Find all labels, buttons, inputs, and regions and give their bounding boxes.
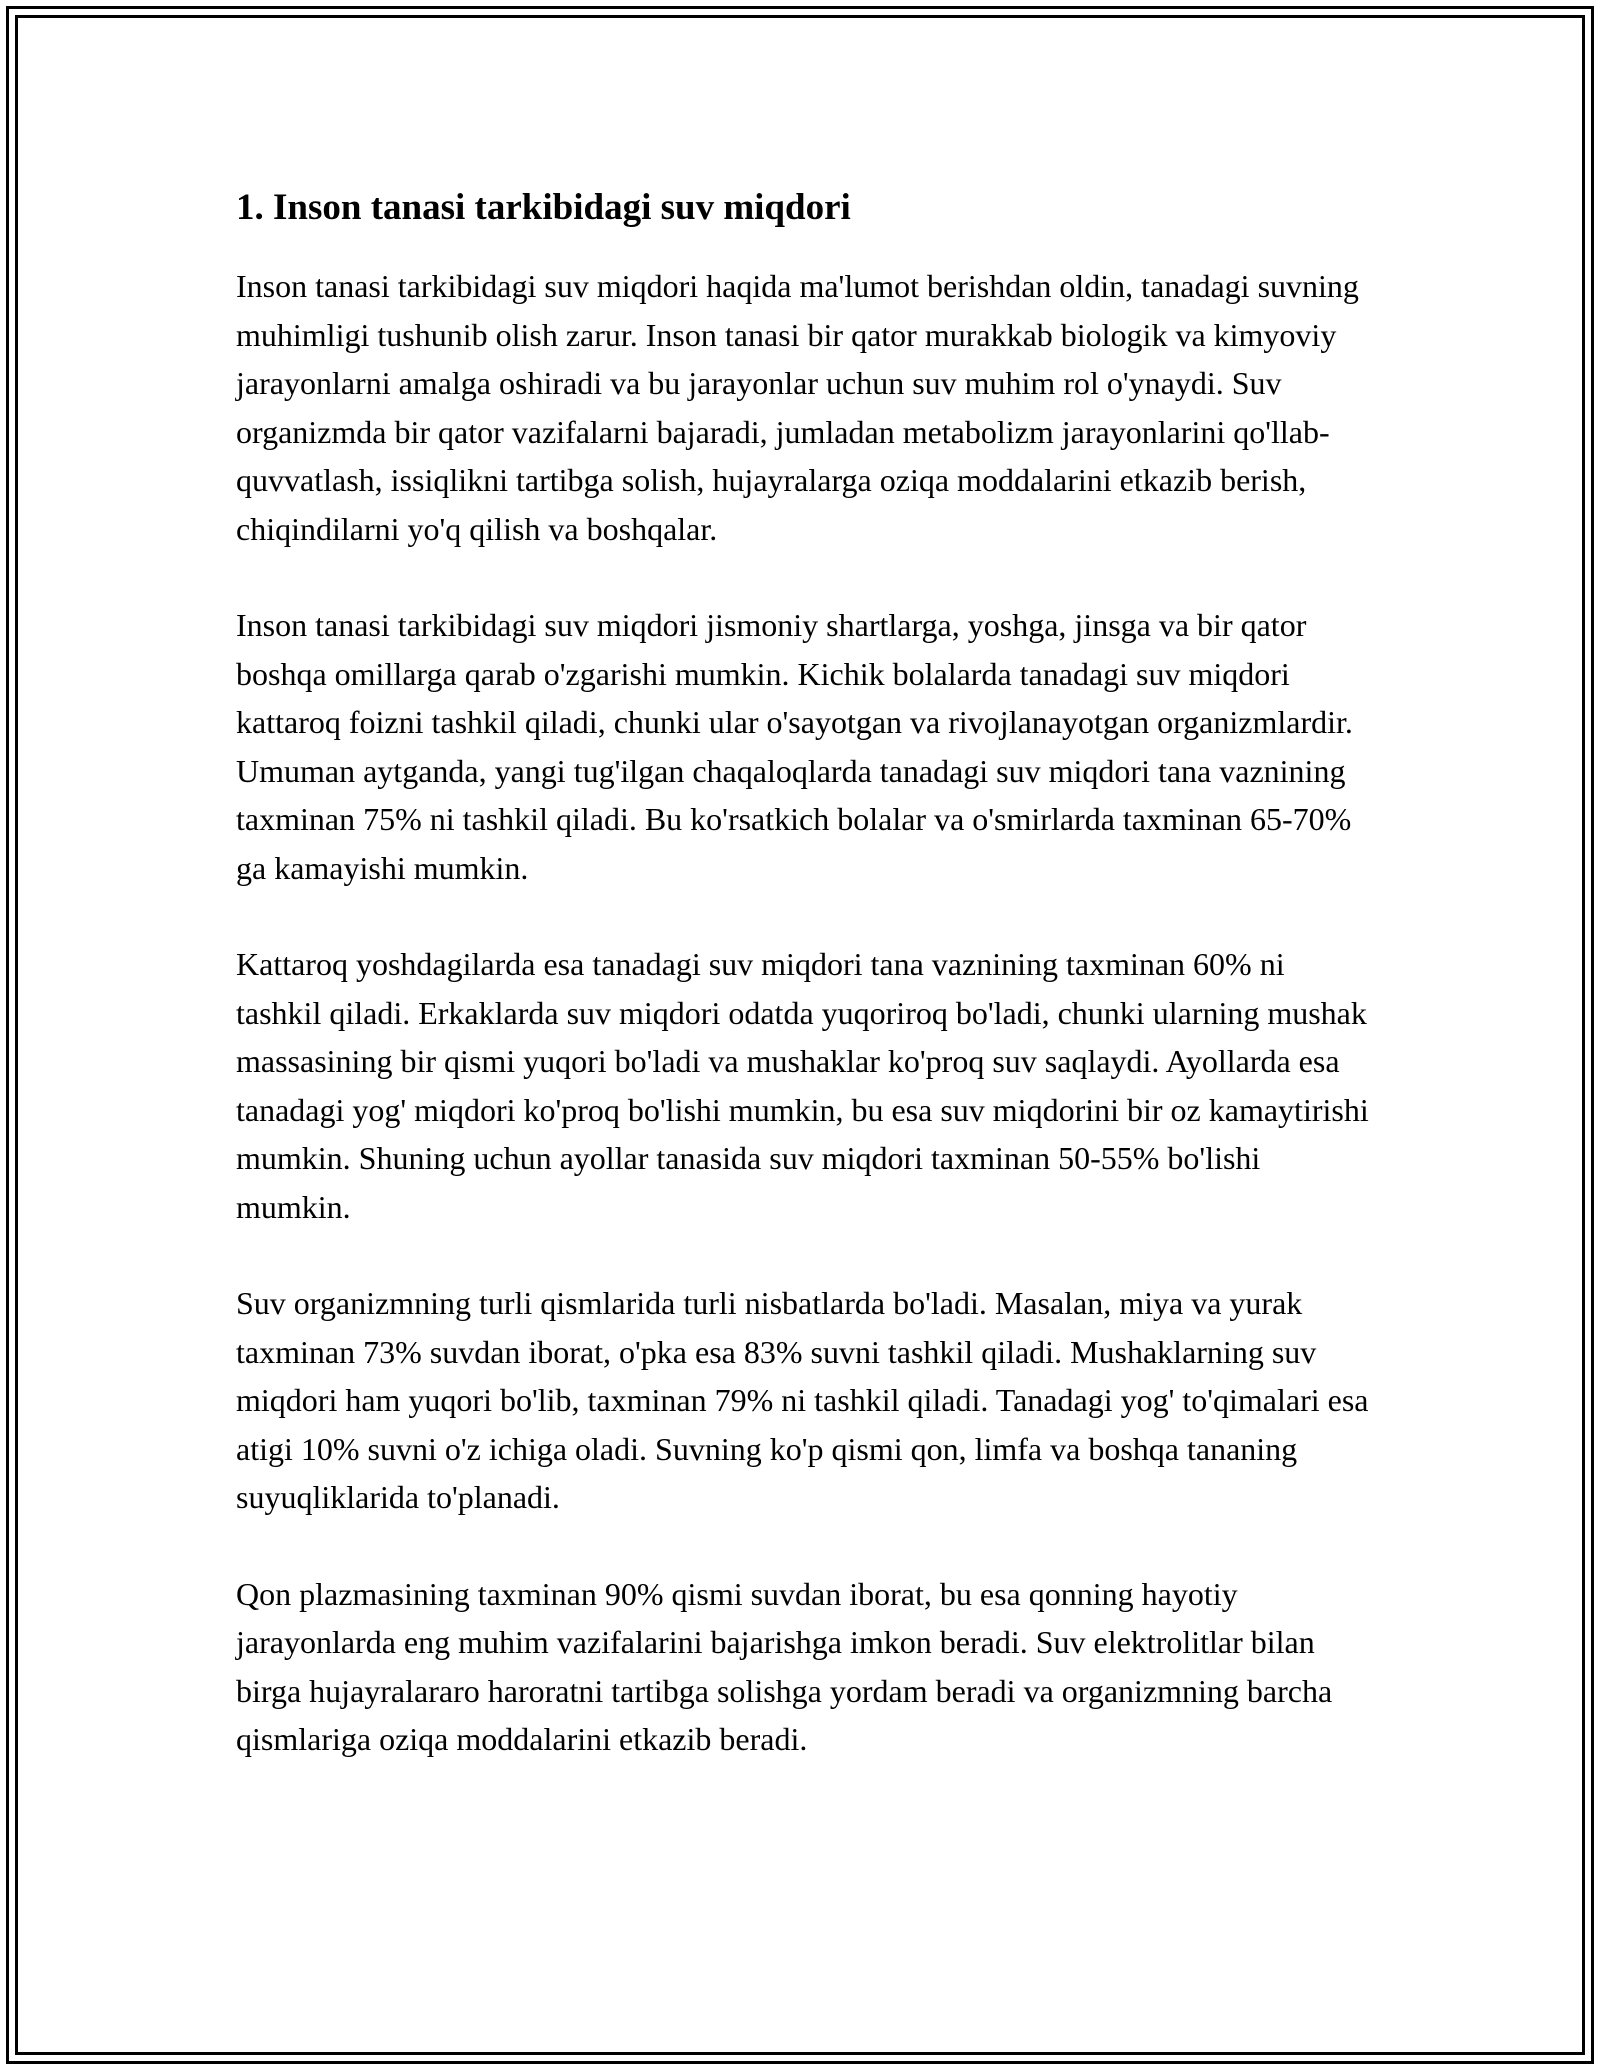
paragraph-3: Kattaroq yoshdagilarda esa tanadagi suv miqdori tana vaznining taxminan 60% ni tashkil qiladi. Erkaklarda suv miqdori odatda yuqoriroq bo'ladi, chunki ularning mushak massasining bir qismi yuqori bo'ladi va mushaklar ko'proq suv saqlaydi. Ayollarda esa tanadagi yog' miqdori ko'proq bo'lishi mumkin, bu esa suv miqdorini bir oz kamaytirishi mumkin. Shuning uchun ayollar tanasida suv miqdori taxminan 50-55% bo'lishi mumkin. bbox=[236, 946, 1369, 1225]
paragraph-1: Inson tanasi tarkibidagi suv miqdori haqida ma'lumot berishdan oldin, tanadagi suvning muhimligi tushunib olish zarur. Inson tanasi bir qator murakkab biologik va kimyoviy jarayonlarni amalga oshiradi va bu jarayonlar uchun suv muhim rol o'ynaydi. Suv organizmda bir qator vazifalarni bajaradi, jumladan metabolizm jarayonlarini qo'llab-quvvatlash, issiqlikni tartibga solish, hujayralarga oziqa moddalarini etkazib berish, chiqindilarni yo'q qilish va boshqalar. bbox=[236, 268, 1359, 547]
paragraph-5: Qon plazmasining taxminan 90% qismi suvdan iborat, bu esa qonning hayotiy jarayonlarda eng muhim vazifalarini bajarishga imkon beradi. Suv elektrolitlar bilan birga hujayralararo haroratni tartibga solishga yordam beradi va organizmning barcha qismlariga oziqa moddalarini etkazib beradi. bbox=[236, 1575, 1333, 1758]
section-title: 1. Inson tanasi tarkibidagi suv miqdori bbox=[236, 187, 851, 228]
paragraph-4: Suv organizmning turli qismlarida turli nisbatlarda bo'ladi. Masalan, miya va yurak taxminan 73% suvdan iborat, o'pka esa 83% suvni tashkil qiladi. Mushaklarning suv miqdori ham yuqori bo'lib, taxminan 79% ni tashkil qiladi. Tanadagi yog' to'qimalari esa atigi 10% suvni o'z ichiga oladi. Suvning ko'p qismi qon, limfa va boshqa tananing suyuqliklarida to'planadi. bbox=[236, 1285, 1369, 1516]
document-body bbox=[236, 186, 1376, 1812]
paragraph-2: Inson tanasi tarkibidagi suv miqdori jismoniy shartlarga, yoshga, jinsga va bir qator boshqa omillarga qarab o'zgarishi mumkin. Kichik bolalarda tanadagi suv miqdori kattaroq foizni tashkil qiladi, chunki ular o'sayotgan va rivojlanayotgan organizmlardir. Umuman aytganda, yangi tug'ilgan chaqaloqlarda tanadagi suv miqdori tana vaznining taxminan 75% ni tashkil qiladi. Bu ko'rsatkich bolalar va o'smirlarda taxminan 65-70% ga kamayishi mumkin. bbox=[236, 607, 1353, 886]
